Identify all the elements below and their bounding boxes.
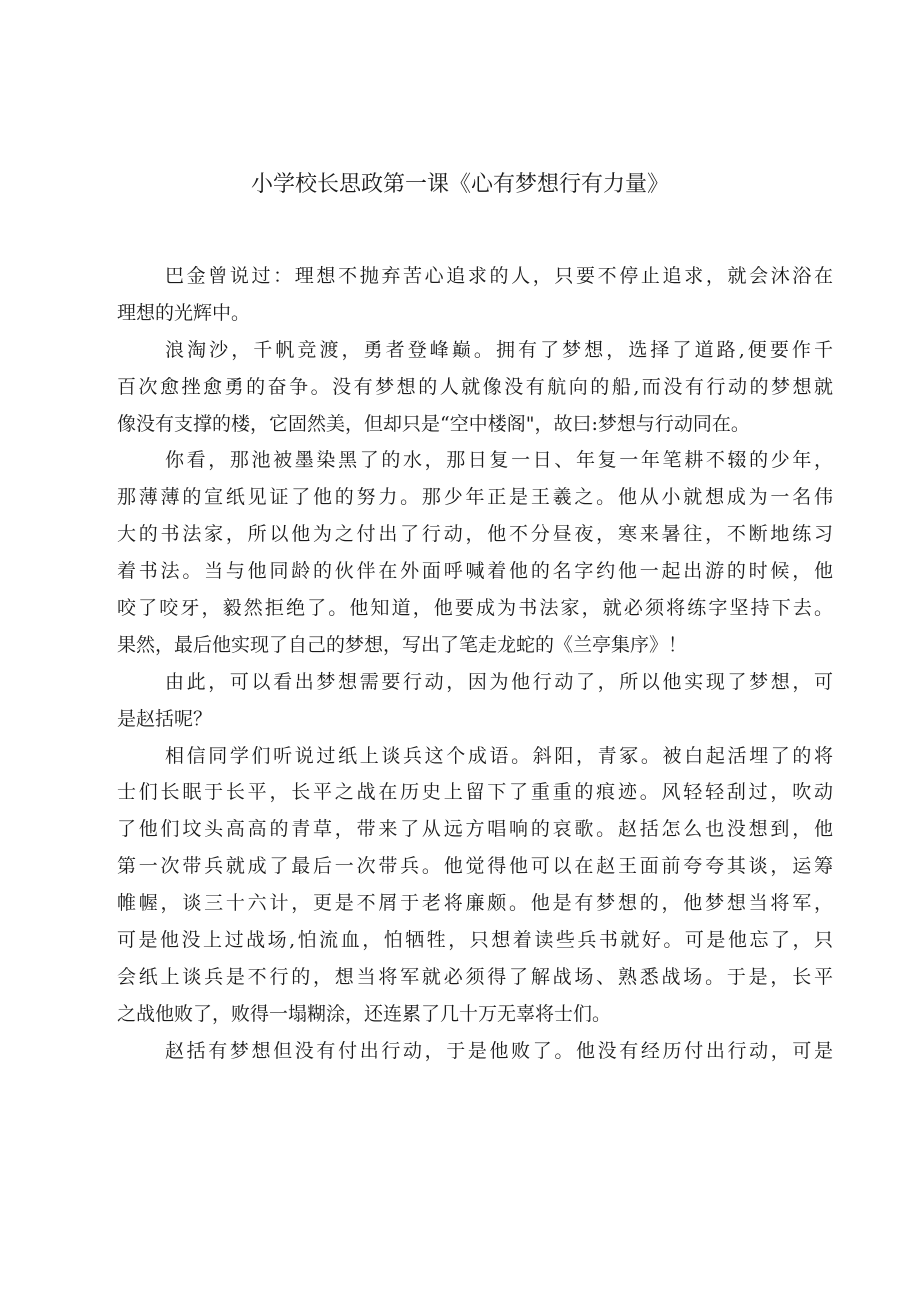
paragraph-line: 了他们坟头高高的青草，带来了从远方唱响的哀歌。赵括怎么也没想到，他 — [117, 818, 833, 841]
paragraph-line: 大的书法家，所以他为之付出了行动，他不分昼夜，寒来暑往，不断地练习 — [117, 523, 833, 546]
paragraph-line: 百次愈挫愈勇的奋争。没有梦想的人就像没有航向的船,而没有行动的梦想就 — [117, 375, 833, 398]
paragraph-line: 果然，最后他实现了自己的梦想，写出了笔走龙蛇的《兰亭集序》！ — [117, 633, 688, 656]
paragraph — [117, 664, 833, 738]
paragraph-line: 巴金曾说过：理想不抛弃苦心追求的人，只要不停止追求，就会沐浴在 — [165, 265, 833, 287]
paragraph-line: 咬了咬牙，毅然拒绝了。他知道，他要成为书法家，就必须将练字坚持下去。 — [117, 597, 833, 620]
paragraph — [117, 258, 833, 332]
paragraph-line: 浪淘沙，千帆竞渡，勇者登峰巅。拥有了梦想，选择了道路,便要作千 — [165, 338, 833, 361]
paragraph-line: 相信同学们听说过纸上谈兵这个成语。斜阳，青冢。被白起活埋了的将 — [165, 744, 833, 767]
paragraph-line: 之战他败了，败得一塌糊涂，还连累了几十万无辜将士们。 — [117, 1002, 612, 1025]
paragraph-line: 帷幄，谈三十六计，更是不屑于老将廉颇。他是有梦想的，他梦想当将军， — [117, 892, 833, 915]
document-body — [117, 258, 833, 1070]
paragraph-line: 由此，可以看出梦想需要行动，因为他行动了，所以他实现了梦想，可 — [165, 670, 833, 693]
paragraph-line: 会纸上谈兵是不行的，想当将军就必须得了解战场、熟悉战场。于是，长平 — [117, 965, 833, 988]
paragraph-line: 理想的光辉中。 — [117, 301, 251, 324]
paragraph-line: 士们长眠于长平，长平之战在历史上留下了重重的痕迹。风轻轻刮过，吹动 — [117, 781, 833, 804]
paragraph — [117, 442, 833, 663]
paragraph-line: 第一次带兵就成了最后一次带兵。他觉得他可以在赵王面前夸夸其谈，运筹 — [117, 855, 833, 878]
document-title: 小学校长思政第一课《心有梦想行有力量》 — [250, 172, 669, 197]
paragraph-line: 那薄薄的宣纸见证了他的努力。那少年正是王羲之。他从小就想成为一名伟 — [117, 486, 833, 509]
paragraph-line: 像没有支撑的楼，它固然美，但却只是“空中楼阁"，故曰:梦想与行动同在。 — [117, 412, 750, 435]
paragraph-line: 是赵括呢？ — [117, 707, 213, 730]
paragraph — [117, 332, 833, 443]
paragraph-line: 可是他没上过战场,怕流血，怕牺牲，只想着读些兵书就好。可是他忘了，只 — [117, 929, 833, 952]
paragraph — [117, 738, 833, 1033]
paragraph-line: 赵括有梦想但没有付出行动，于是他败了。他没有经历付出行动，可是 — [165, 1039, 833, 1062]
paragraph-line: 你看，那池被墨染黑了的水，那日复一日、年复一年笔耕不辍的少年， — [165, 449, 833, 472]
paragraph-line: 着书法。当与他同龄的伙伴在外面呼喊着他的名字约他一起出游的时候，他 — [117, 560, 833, 583]
paragraph — [117, 1033, 833, 1070]
